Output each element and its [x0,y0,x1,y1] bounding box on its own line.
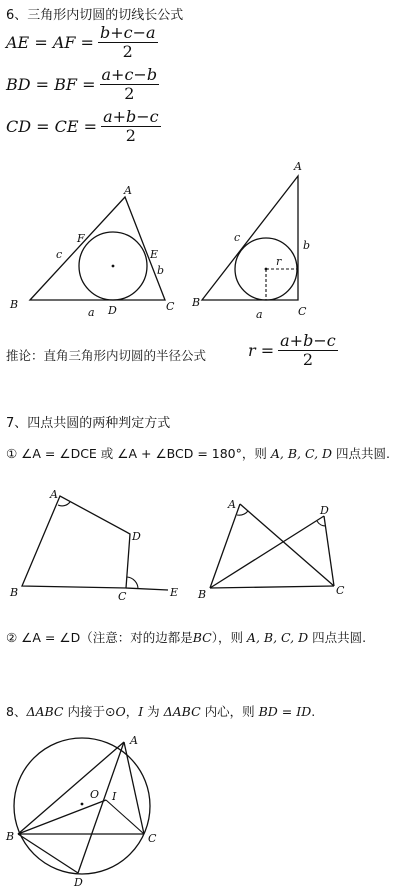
segment-bd [18,834,78,873]
condition-2 [6,628,366,646]
label-b: B [10,298,19,311]
side-ac [124,742,144,834]
label-a: A [294,160,302,173]
label-b: B [6,830,15,843]
right-triangle-incircle-figure [192,158,332,328]
side-ba [210,504,240,588]
label-side-a: a [88,306,95,319]
formula-numerator: a+c−b [101,65,158,84]
condition-2-mid: ），则 [211,630,247,645]
heading-number: 8、 [6,704,27,719]
incenter-i-text: I [138,704,144,719]
heading-end: . [311,704,316,719]
cyclic-quad-exterior-angle-figure [0,486,200,604]
formula-lhs: r = [248,341,275,360]
formula-lhs: AE = AF = [6,33,94,52]
inference-text: 推论：直角三角形内切圆的半径公式 [6,348,207,363]
formula-denominator: 2 [125,126,136,145]
label-side-c: c [56,248,63,261]
label-c: C [166,300,175,313]
label-i: I [112,790,117,803]
label-f: F [77,232,85,245]
label-a: A [228,498,236,511]
label-c: C [298,305,307,318]
condition-1 [6,444,390,462]
heading-text: 内接于⊙ [63,704,116,719]
formula-denominator: 2 [302,350,314,369]
formula-ae-af [6,24,158,61]
label-a: A [124,184,132,197]
center-o-point [81,803,84,806]
formula-lhs: BD = BF = [6,75,96,94]
formula-cd-ce [6,108,161,145]
label-side-a: a [256,308,263,321]
label-d: D [108,304,117,317]
label-b: B [192,296,201,309]
label-b: B [198,588,207,601]
label-side-b: b [303,239,311,252]
label-e: E [170,586,179,599]
label-radius-r: r [276,255,282,268]
formula-denominator: 2 [122,42,133,61]
condition-2-text: ② ∠A = ∠D（注意：对的边都是 [6,630,193,645]
condition-1-suffix: 四点共圆. [332,446,391,461]
label-side-c: c [234,231,241,244]
heading-text: 内心，则 [200,704,259,719]
formula-bd-bf [6,66,159,103]
section-8-heading [6,702,315,720]
formula-numerator: a+b−c [280,331,336,350]
triangle-abc-text: ΔABC [163,704,201,719]
label-d: D [320,504,329,517]
label-a: A [130,734,138,747]
formula-denominator: 2 [124,84,135,103]
circumcircle-incenter-figure [0,728,180,888]
section-6-heading: 6、三角形内切圆的切线长公式 [6,8,184,23]
label-c: C [148,832,157,845]
circle-o-text: O [115,704,126,719]
label-d: D [74,876,83,888]
label-c: C [336,584,345,597]
triangle-abc [30,197,165,300]
extension-ce [126,588,168,590]
condition-2-bc: BC [192,630,212,645]
label-d: D [132,530,141,543]
side-bc [210,586,334,588]
angle-dce-arc [127,577,138,589]
condition-1-points: A, B, C, D [270,446,333,461]
quadrilateral-abcd [22,496,130,588]
incenter-point [112,265,115,268]
triangle-abc-text: ΔABC [26,704,64,719]
inradius-formula [248,332,338,369]
label-c: C [118,590,127,603]
angle-a-arc [58,502,70,506]
incircle-triangle-figure [0,180,200,325]
label-b: B [10,586,19,599]
angle-a-arc [237,511,248,515]
cyclic-quad-equal-angles-figure [196,488,366,606]
condition-2-points: A, B, C, D [246,630,309,645]
label-o: O [90,788,100,801]
condition-1-text: ① ∠A = ∠DCE 或 ∠A + ∠BCD = 180°，则 [6,446,271,461]
formula-numerator: a+b−c [103,107,159,126]
heading-text: 为 [143,704,164,719]
heading-text: ， [125,704,139,719]
label-side-b: b [157,264,165,277]
right-triangle [202,176,298,300]
conclusion-bd-id: BD = ID [258,704,312,719]
label-a: A [50,488,58,501]
section-7-heading: 7、四点共圆的两种判定方式 [6,416,171,431]
formula-numerator: b+c−a [99,23,156,42]
condition-2-suffix: 四点共圆. [308,630,367,645]
formula-lhs: CD = CE = [6,117,98,136]
incenter-point [265,268,268,271]
circumcircle-o [14,738,150,874]
label-e: E [150,248,159,261]
